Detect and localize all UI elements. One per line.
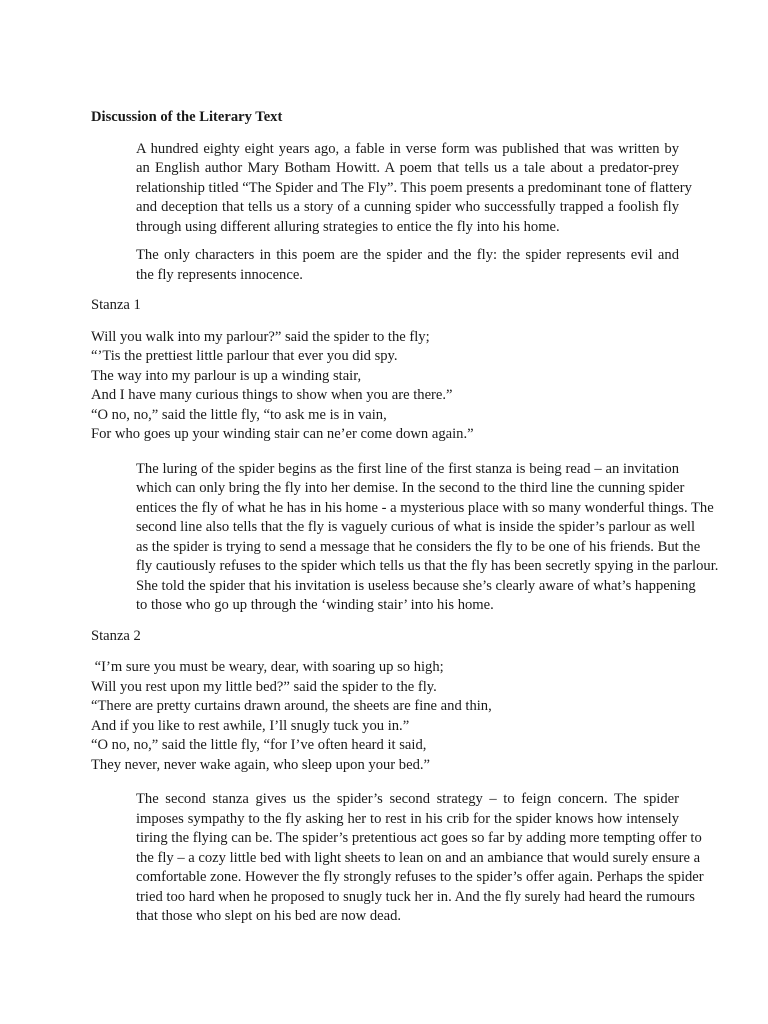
verse-line: And if you like to rest awhile, I’ll snugly tuck you in.” [91,717,410,734]
paragraph-stanza-1-discussion [91,460,719,616]
verse-line: “There are pretty curtains drawn around, the sheets are fine and thin, [91,698,492,714]
paragraph-stanza-2-discussion [91,790,704,927]
paragraph-line: second line also tells that the fly is vaguely curious of what is inside the spider’s parlour as well [136,519,696,535]
paragraph-line: an English author Mary Botham Howitt. A poem that tells us a tale about a predator-prey [136,160,679,176]
paragraph-line: The luring of the spider begins as the first line of the first stanza is being read – an invitation [136,460,679,477]
paragraph-line: and deception that tells us a story of a cunning spider who successfully trapped a foolish fly [136,199,679,215]
verse-line: Will you rest upon my little bed?” said the spider to the fly. [91,678,437,695]
verse-line: They never, never wake again, who sleep upon your bed.” [91,756,430,773]
paragraph-line: as the spider is trying to send a message that he considers the fly to be one of his friends. But the [136,538,701,555]
paragraph-line: A hundred eighty eight years ago, a fable in verse form was published that was written by [136,140,679,157]
paragraph-line: which can only bring the fly into her demise. In the second to the third line the cunning spider [136,480,685,496]
stanza-2-label: Stanza 2 [91,627,141,644]
verse-line: “O no, no,” said the little fly, “for I’ve often heard it said, [91,737,427,753]
paragraph-line: imposes sympathy to the fly asking her to rest in his crib for the spider knows how intensely [136,810,679,827]
paragraph-line: that those who slept on his bed are now dead. [136,908,402,924]
paragraph-line: the fly – a cozy little bed with light sheets to lean on and an ambiance that would surely ensure a [136,849,701,866]
paragraph-line: comfortable zone. However the fly strongly refuses to the spider’s offer again. Perhaps the spider [136,869,704,885]
verse-line: “I’m sure you must be weary, dear, with soaring up so high; [91,659,444,675]
verse-line: “O no, no,” said the little fly, “to ask me is in vain, [91,406,387,423]
paragraph-characters [91,246,679,285]
verse-line: “’Tis the prettiest little parlour that ever you did spy. [91,348,398,364]
paragraph-line: The only characters in this poem are the spider and the fly: the spider represents evil and [136,247,679,263]
paragraph-intro [91,140,692,238]
document-body [91,108,719,936]
verse-line: For who goes up your winding stair can ne’er come down again.” [91,426,474,442]
paragraph-line: the fly represents innocence. [136,266,303,283]
paragraph-line: She told the spider that his invitation is useless because she’s clearly aware of what’s happening [136,577,696,594]
paragraph-line: entices the fly of what he has in his home - a mysterious place with so many wonderful things. The [136,499,714,516]
stanza-1-label: Stanza 1 [91,297,141,313]
paragraph-line: tiring the flying can be. The spider’s pretentious act goes so far by adding more tempting offer to [136,830,702,846]
verse-line: And I have many curious things to show when you are there.” [91,387,453,403]
paragraph-line: fly cautiously refuses to the spider which tells us that the fly has been secretly spying in the parlour. [136,558,719,574]
paragraph-line: The second stanza gives us the spider’s second strategy – to feign concern. The spider [136,791,679,807]
verse-line: Will you walk into my parlour?” said the spider to the fly; [91,328,430,345]
paragraph-line: through using different alluring strategies to entice the fly into his home. [136,218,560,235]
paragraph-line: tried too hard when he proposed to snugly tuck her in. And the fly surely had heard the rumours [136,888,695,905]
section-heading: Discussion of the Literary Text [91,109,283,125]
stanza-1-verse [91,328,679,445]
verse-line: The way into my parlour is up a winding stair, [91,367,362,384]
paragraph-line: relationship titled “The Spider and The Fly”. This poem presents a predominant tone of flattery [136,179,692,196]
paragraph-line: to those who go up through the ‘winding stair’ into his home. [136,597,494,613]
stanza-2-verse [91,658,679,775]
